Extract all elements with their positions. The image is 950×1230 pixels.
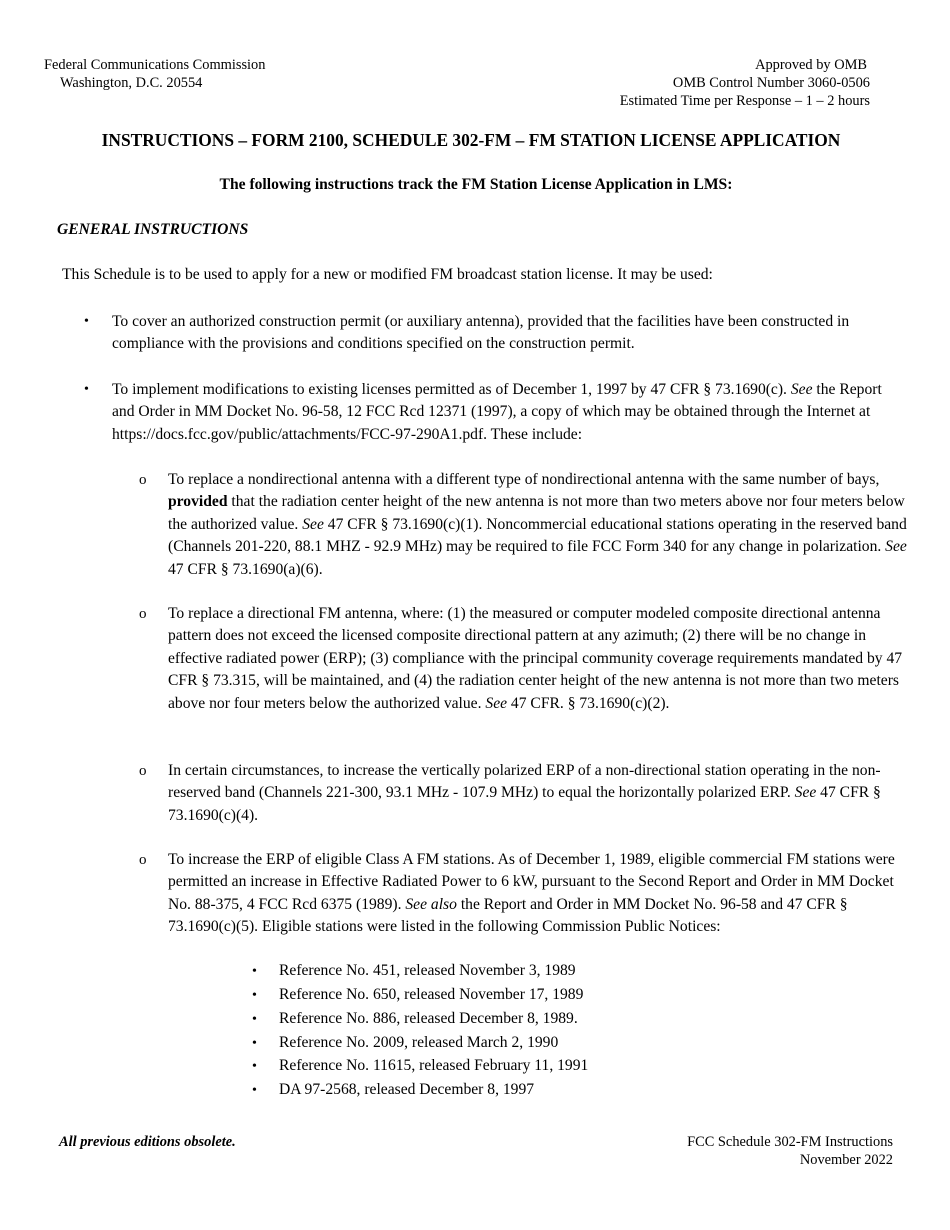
- page-subtitle: The following instructions track the FM Station License Application in LMS:: [219, 176, 733, 193]
- sub-bullet-marker: o: [139, 763, 147, 779]
- sub-list-item: To increase the ERP of eligible Class A FM stations. As of December 1, 1989, eligible commercial FM stations were permitted an increase in Effective Radiated Power to 6 kW, pursuant to the Second Report and Order in MM Docket No. 88-375, 4 FCC Rcd 6375 (1989). See also the Report and Order in MM Docket No. 96-58 and 47 CFR § 73.1690(c)(5). Eligible stations were listed in the following Commission Public Notices:: [168, 851, 895, 936]
- reference-item: • Reference No. 11615, released February 11, 1991: [252, 1057, 589, 1074]
- bullet-marker: •: [84, 314, 89, 329]
- reference-item: • Reference No. 886, released December 8, 1989.: [252, 1010, 578, 1027]
- intro-paragraph: This Schedule is to be used to apply for a new or modified FM broadcast station license. It may be used:: [62, 266, 713, 283]
- list-item: To implement modifications to existing licenses permitted as of December 1, 1997 by 47 CFR § 73.1690(c). See the Report and Order in MM Docket No. 96-58, 12 FCC Rcd 12371 (1997), a copy of which may be obtained through the Internet at https://docs.fcc.gov/public/attachments/FCC-97-290A1.pdf. These include:: [112, 381, 882, 443]
- agency-header: [44, 56, 265, 92]
- sub-list-item: To replace a directional FM antenna, where: (1) the measured or computer modeled composite directional antenna pattern does not exceed the licensed composite directional pattern at any azimuth; (2) there will be no change in effective radiated power (ERP); (3) compliance with the principal community coverage requirements mandated by 47 CFR § 73.315, will be maintained, and (4) the radiation center height of the new antenna is not more than two meters above nor four meters below the authorized value. See 47 CFR. § 73.1690(c)(2).: [168, 605, 903, 712]
- reference-item: • Reference No. 451, released November 3, 1989: [252, 962, 576, 979]
- agency-name: Federal Communications Commission: [44, 57, 266, 73]
- section-heading: GENERAL INSTRUCTIONS: [57, 221, 249, 238]
- omb-approved: Approved by OMB: [755, 57, 867, 73]
- agency-address: Washington, D.C. 20554: [60, 75, 203, 91]
- omb-control-number: OMB Control Number 3060-0506: [672, 75, 870, 91]
- reference-item: • DA 97-2568, released December 8, 1997: [252, 1081, 535, 1098]
- sub-list-item: In certain circumstances, to increase the vertically polarized ERP of a non-directional station operating in the non-reserved band (Channels 221-300, 93.1 MHz - 107.9 MHz) to equal the horizontally polarized ERP. See 47 CFR § 73.1690(c)(4).: [168, 762, 881, 824]
- omb-time-estimate: Estimated Time per Response – 1 – 2 hours: [619, 93, 870, 109]
- bullet-marker: •: [84, 382, 89, 397]
- footer-form-name: FCC Schedule 302-FM Instructions: [687, 1134, 893, 1150]
- sub-list-item: To replace a nondirectional antenna with a different type of nondirectional antenna with the same number of bays, provided that the radiation center height of the new antenna is not more than two meters above nor four meters below the authorized value. See 47 CFR § 73.1690(c)(1). Noncommercial educational stations operating in the reserved band (Channels 201-220, 88.1 MHZ - 92.9 MHz) may be required to file FCC Form 340 for any change in polarization. See 47 CFR § 73.1690(a)(6).: [168, 471, 907, 578]
- reference-item: • Reference No. 650, released November 17, 1989: [252, 986, 584, 1003]
- reference-item: • Reference No. 2009, released March 2, 1990: [252, 1034, 559, 1051]
- page-title: INSTRUCTIONS – FORM 2100, SCHEDULE 302-FM – FM STATION LICENSE APPLICATION: [101, 130, 841, 150]
- omb-block: [620, 56, 870, 110]
- sub-bullet-marker: o: [139, 852, 147, 868]
- footer-form-date: November 2022: [799, 1152, 893, 1168]
- footer-obsolete-note: All previous editions obsolete.: [59, 1134, 236, 1150]
- list-item: To cover an authorized construction permit (or auxiliary antenna), provided that the facilities have been constructed in compliance with the provisions and conditions specified on the construction permit.: [112, 313, 850, 353]
- sub-bullet-marker: o: [139, 606, 147, 622]
- sub-bullet-marker: o: [139, 472, 147, 488]
- footer-form-id: [687, 1133, 893, 1169]
